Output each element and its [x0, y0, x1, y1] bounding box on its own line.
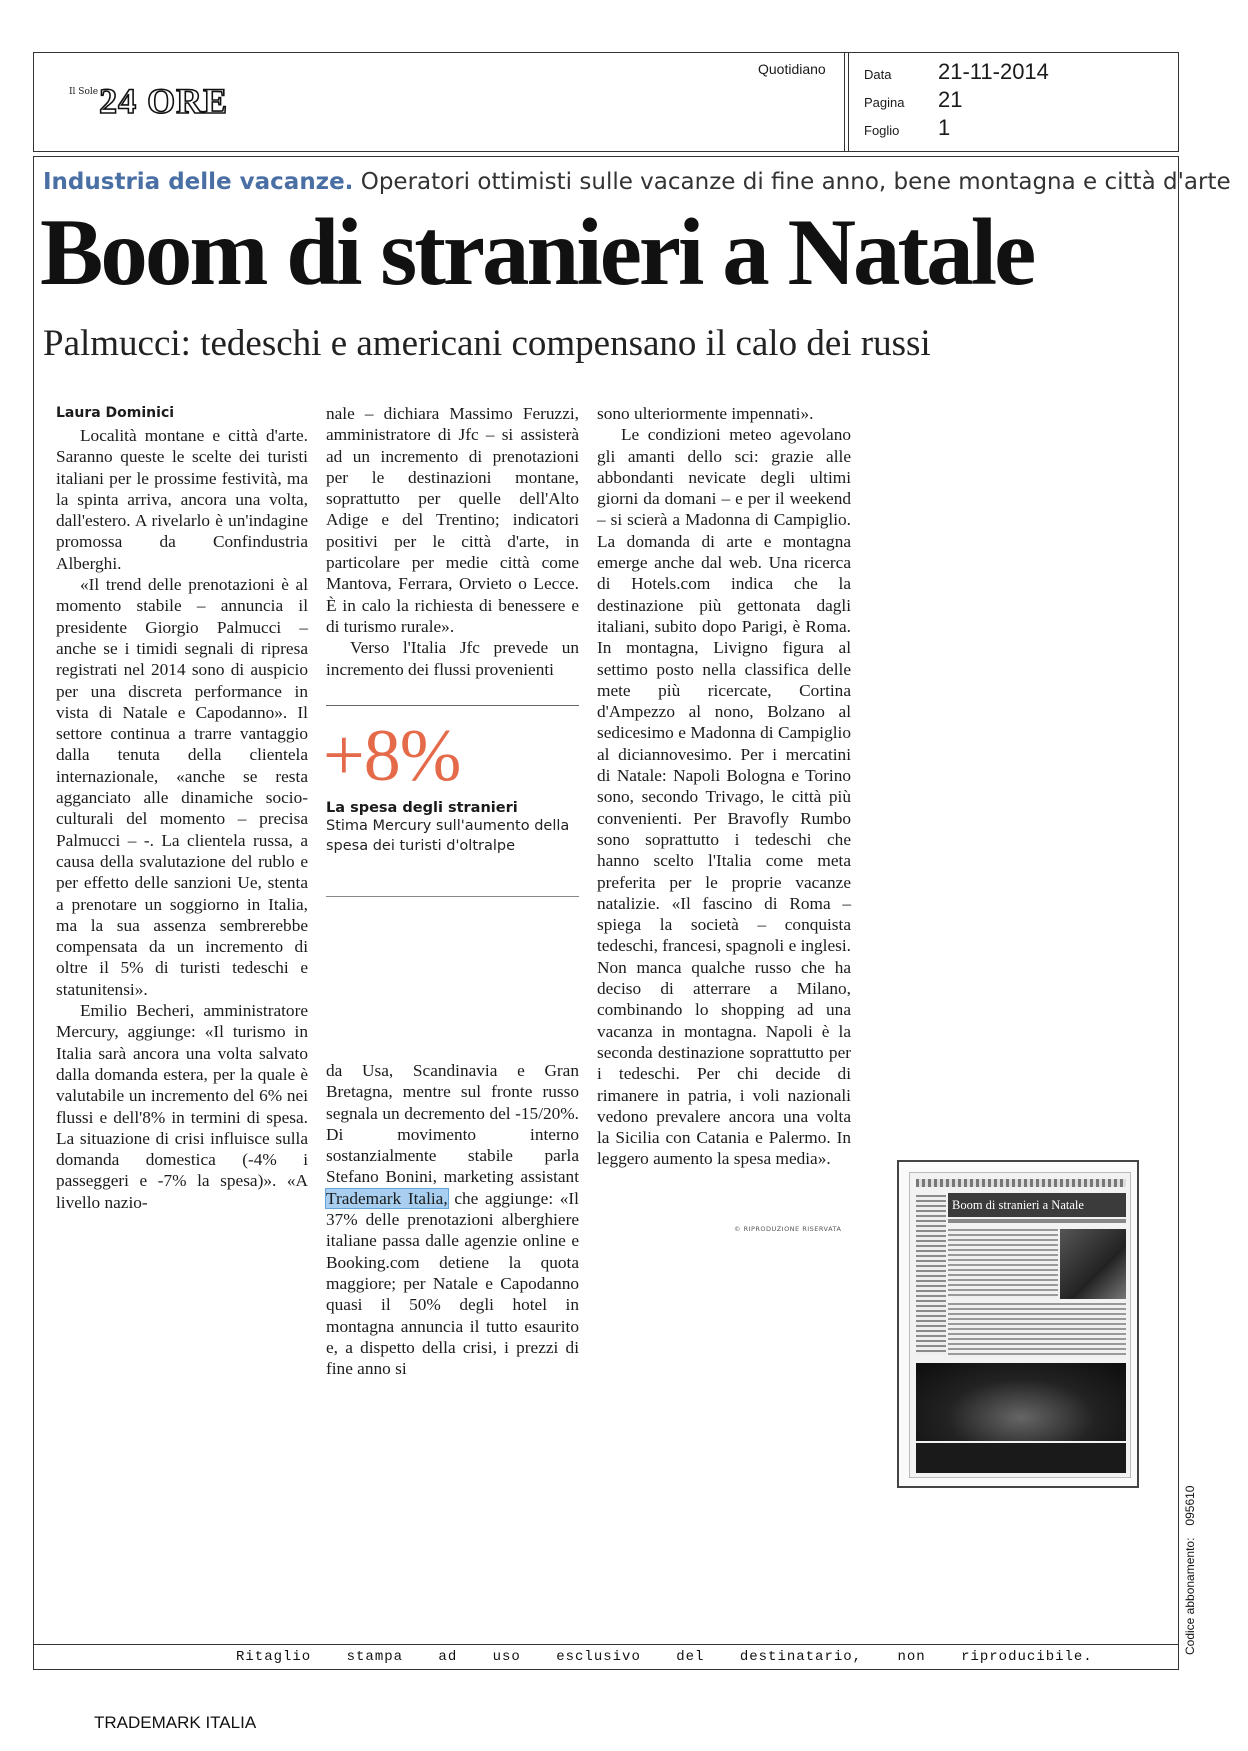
copyright-note: © RIPRODUZIONE RISERVATA [734, 1225, 842, 1233]
thumbnail-advertisement-bar [916, 1443, 1126, 1473]
clipping-notice: Ritaglio stampa ad uso esclusivo del destinatario, non riproducibile. [33, 1644, 1179, 1670]
thumbnail-advertisement-image [916, 1363, 1126, 1441]
publication-type: Quotidiano [758, 61, 826, 77]
kicker-section: Industria delle vacanze. [43, 169, 354, 195]
thumbnail-subhead [948, 1219, 1126, 1223]
paragraph: Verso l'Italia Jfc prevede un incremento dei flussi provenienti [326, 638, 579, 679]
thumbnail-text-lines [948, 1303, 1126, 1358]
article-author: Laura Dominici [56, 405, 175, 421]
logo-small-text: Il Sole [69, 87, 99, 97]
meta-value: 21 [938, 87, 963, 112]
subscription-code [1183, 1486, 1197, 1655]
newspaper-logo [69, 83, 228, 119]
stat-rule [326, 705, 579, 706]
article-column-2-top [326, 403, 579, 680]
meta-label: Foglio [864, 123, 900, 138]
stat-text: Stima Mercury sull'aumento della spesa dei turisti d'oltralpe [326, 818, 570, 854]
text-span: che aggiunge: «Il 37% delle prenotazioni alberghiere italiane passa dalle agenzie online e Booking.com detiene la quota maggiore; per Natale e Capodanno quasi il 50% degli hotel in montagna annuncia il tutto esaurito e, a dispetto della crisi, i prezzi di fine anno si [326, 1188, 579, 1379]
thumbnail-text-lines [948, 1229, 1058, 1299]
thumbnail-headline: Boom di stranieri a Natale [948, 1193, 1126, 1217]
header-meta [864, 59, 1049, 143]
paragraph: Le condizioni meteo agevolano gli amanti dello sci: grazie alle abbondanti nevicate degli ultimi giorni da domani – e per il weekend – si scierà a Madonna di Campiglio. La domanda di arte e montagna emerge anche dal web. Una ricerca di Hotels.com indica che la destinazione più gettonata dagli italiani, subito dopo Parigi, è Roma. In montagna, Livigno figura al settimo posto nella classifica delle mete più ricercate, Cortina d'Ampezzo al nono, Bolzano al sedicesimo e Madonna di Campiglio al diciannovesimo. Per i mercatini di Natale: Napoli Bologna e Torino sono, secondo Trivago, le città più convenienti. Per Bravofly Rumbo sono soprattutto i tedeschi che hanno scelto l'Italia come meta preferita per le proprie vacanze natalizie. «Il fascino di Roma – spiega la società – conquista tedeschi, francesi, spagnoli e inglesi. Non manca qualche russo che ha deciso di atterrare a Milano, combinando lo shopping ad una vacanza in montagna. Napoli è la seconda destinazione soprattutto per i tedeschi. Per chi decide di rimanere in patria, i voli nazionali vedono prevalere ancora una volta la Sicilia con Catania e Palermo. In leggero aumento la spesa media». [597, 425, 851, 1169]
highlighted-company: Trademark Italia, [326, 1188, 448, 1208]
header-divider [848, 53, 849, 151]
meta-value: 21-11-2014 [938, 59, 1049, 84]
meta-row-data [864, 59, 1049, 87]
page-thumbnail [897, 1160, 1139, 1488]
article-kicker [43, 169, 1231, 195]
subscription-code-label: Codice abbonamento: [1183, 1537, 1197, 1655]
thumbnail-page [909, 1172, 1131, 1478]
paragraph: sono ulteriormente impennati». [597, 404, 814, 423]
logo-big-text: 24 ORE [99, 81, 229, 121]
text-span: da Usa, Scandinavia e Gran Bretagna, mentre sul fronte russo segnala un decremento del -15/20%. Di movimento interno sostanzialmente stabile parla Stefano Bonini, marketing assistant [326, 1061, 579, 1187]
meta-row-foglio [864, 115, 1049, 143]
article-subhead: Palmucci: tedeschi e americani compensano il calo dei russi [43, 323, 931, 364]
meta-label: Pagina [864, 95, 905, 110]
paragraph: nale – dichiara Massimo Feruzzi, amministratore di Jfc – si assisterà ad un incremento di prenotazioni per le destinazioni montane, soprattutto per quelle dell'Alto Adige e del Trentino; indicatori positivi per le città d'arte, in particolare per medie città come Mantova, Ferrara, Orvieto o Lecce. È in calo la richiesta di benessere e di turismo rurale». [326, 404, 579, 636]
paragraph: «Il trend delle prenotazioni è al momento stabile – annuncia il presidente Giorgio Palmucci – anche se i timidi segnali di ripresa registrati nel 2014 sono di auspicio per una discreta performance in vista di Natale e Capodanno». Il settore continua a trarre vantaggio dalla tenuta della clientela internazionale, «anche se resta agganciato alle dinamiche socio-culturali del momento – precisa Palmucci – -. La clientela russa, a causa della svalutazione del rublo e per effetto delle sanzioni Ue, stenta a prenotare un soggiorno in Italia, ma la sua assenza sembrerebbe compensata da un incremento di oltre il 5% di turisti tedeschi e statunitensi». [56, 575, 308, 999]
stat-value: +8% [323, 715, 461, 797]
meta-value: 1 [938, 115, 951, 140]
paragraph: Località montane e città d'arte. Saranno queste le scelte dei turisti italiani per le prossime festività, ma la spinta arriva, ancora una volta, dall'estero. A rivelarlo è un'indagine promossa da Confindustria Alberghi. [56, 426, 308, 573]
stat-box [323, 705, 579, 897]
meta-label: Data [864, 67, 892, 82]
article-column-1 [56, 403, 308, 1213]
header-divider [844, 53, 845, 151]
subscription-code-value: 095610 [1183, 1485, 1197, 1526]
stat-title: La spesa degli stranieri [326, 800, 518, 816]
paragraph: Emilio Becheri, amministratore Mercury, aggiunge: «Il turismo in Italia sarà ancora una volta salvato dalla domanda estera, per la quale è valutabile un incremento del 6% nei flussi e dell'8% in termini di spesa. La situazione di crisi influisce sulla domanda domestica (-4% i passeggeri e -7% la spesa)». «A livello nazio- [56, 1001, 308, 1212]
article-column-2-bottom [326, 1060, 579, 1379]
thumbnail-masthead [916, 1179, 1126, 1187]
stat-rule-bottom [326, 896, 579, 897]
article-column-3 [597, 403, 851, 1170]
meta-row-pagina [864, 87, 1049, 115]
thumbnail-text-lines [916, 1195, 946, 1355]
footer-client-name: TRADEMARK ITALIA [94, 1713, 257, 1732]
article-headline: Boom di stranieri a Natale [40, 199, 1034, 305]
thumbnail-photo [1060, 1229, 1126, 1299]
header-box [33, 52, 1179, 152]
paragraph [326, 1060, 579, 1379]
kicker-text: Operatori ottimisti sulle vacanze di fine anno, bene montagna e città d'arte [353, 169, 1231, 195]
